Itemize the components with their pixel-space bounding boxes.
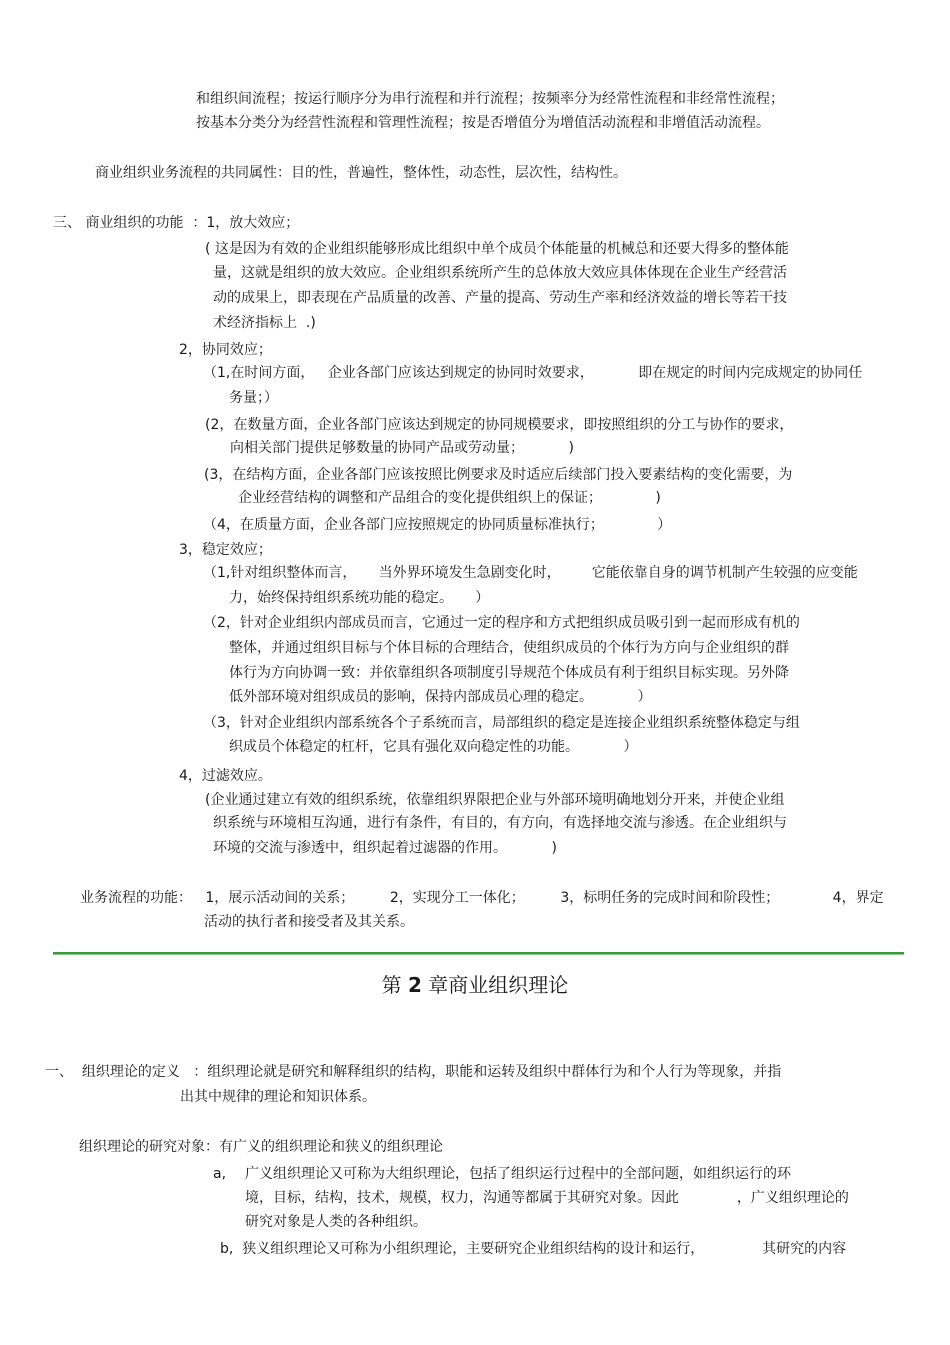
research-object-heading: 组织理论的研究对象：有广义的组织理论和狭义的组织理论 bbox=[79, 1139, 443, 1155]
common-attributes: 商业组织业务流程的共同属性：目的性，普遍性，整体性，动态性，层次性，结构性。 bbox=[95, 165, 627, 181]
chapter-prefix: 第 bbox=[381, 973, 409, 997]
stability-item-line: （3，针对企业组织内部系统各个子系统而言，局部组织的稳定是连接企业组织系统整体稳定与组 bbox=[203, 715, 800, 731]
synergy-item-line: (2，在数量方面，企业各部门应该达到规定的协同规模要求，即按照组织的分工与协作的要求， bbox=[205, 417, 794, 433]
stability-item-line: （2，针对企业组织内部成员而言，它通过一定的程序和方式把组织成员吸引到一起而形成有机的 bbox=[203, 615, 800, 631]
synergy-item-line: 务量；） bbox=[229, 390, 278, 406]
intro-line-1: 和组织间流程；按运行顺序分为串行流程和并行流程；按频率分为经常性流程和非经常性流程； bbox=[196, 91, 784, 107]
stability-item-line: 力，始终保持组织系统功能的稳定。 ） bbox=[229, 590, 490, 606]
section3-heading: 三、 商业组织的功能 ：1，放大效应； bbox=[53, 215, 300, 231]
stability-item-line: 整体，并通过组织目标与个体目标的合理结合，使组织成员的个体行为方向与企业组织的群 bbox=[229, 640, 789, 656]
chapter-number: 2 bbox=[408, 973, 422, 997]
research-b-line: b, 狭义组织理论又可称为小组织理论，主要研究企业组织结构的设计和运行， 其研究的内容 bbox=[220, 1241, 847, 1257]
research-a-line: 广义组织理论又可称为大组织理论，包括了组织运行过程中的全部问题，如组织运行的环 bbox=[245, 1166, 791, 1182]
chapter-suffix: 章商业组织理论 bbox=[421, 973, 569, 997]
amplify-desc-line: 量，这就是组织的放大效应。企业组织系统所产生的总体放大效应具体体现在企业生产经营活 bbox=[213, 265, 787, 281]
synergy-item-line: （4，在质量方面，企业各部门应按照规定的协同质量标准执行； ） bbox=[203, 517, 672, 533]
synergy-item-line: (3，在结构方面，企业各部门应该按照比例要求及时适应后续部门投入要素结构的变化需要，为 bbox=[204, 467, 793, 483]
definition-line-2: 出其中规律的理论和知识体系。 bbox=[180, 1089, 376, 1105]
amplify-desc-line: 术经济指标上 .) bbox=[213, 315, 316, 331]
amplify-desc-line: 动的成果上，即表现在产品质量的改善、产量的提高、劳动生产率和经济效益的增长等若干技 bbox=[213, 290, 787, 306]
business-process-line-2: 活动的执行者和接受者及其关系。 bbox=[204, 914, 414, 930]
stability-heading: 3，稳定效应； bbox=[179, 542, 272, 558]
filter-heading: 4，过滤效应。 bbox=[179, 768, 272, 784]
synergy-item-line: （1,在时间方面， 企业各部门应该达到规定的协同时效要求， 即在规定的时间内完成规定的协同任 bbox=[203, 365, 863, 381]
definition-line-1: 一、 组织理论的定义 ：组织理论就是研究和解释组织的结构，职能和运转及组织中群体行为和个人行为等现象，并指 bbox=[45, 1064, 782, 1080]
filter-item-line: 环境的交流与渗透中，组织起着过滤器的作用。 ) bbox=[213, 840, 557, 856]
filter-item-line: (企业通过建立有效的组织系统，依靠组织界限把企业与外部环境明确地划分开来，并使企业组 bbox=[205, 792, 785, 808]
synergy-heading: 2，协同效应； bbox=[179, 342, 272, 358]
stability-item-line: （1,针对组织整体而言， 当外界环境发生急剧变化时， 它能依靠自身的调节机制产生较强的应变能 bbox=[203, 565, 858, 581]
research-a-line: 境，目标，结构，技术，规模，权力，沟通等都属于其研究对象。因此 ，广义组织理论的 bbox=[245, 1190, 849, 1206]
research-a-line: 研究对象是人类的各种组织。 bbox=[245, 1214, 427, 1230]
amplify-desc-line: ( 这是因为有效的企业组织能够形成比组织中单个成员个体能量的机械总和还要大得多的整体能 bbox=[205, 241, 789, 257]
synergy-item-line: 企业经营结构的调整和产品组合的变化提供组织上的保证； ) bbox=[238, 490, 661, 506]
research-a-marker: a, bbox=[213, 1166, 227, 1182]
business-process-line-1: 业务流程的功能： 1，展示活动间的关系； 2，实现分工一体化； 3，标明任务的完成时间和阶段性； 4，界定 bbox=[80, 890, 884, 906]
stability-item-line: 低外部环境对组织成员的影响，保持内部成员心理的稳定。 ） bbox=[229, 689, 652, 705]
stability-item-line: 体行为方向协调一致：并依靠组织各项制度引导规范个体成员有利于组织目标实现。另外降 bbox=[229, 665, 789, 681]
section-divider bbox=[53, 952, 904, 955]
stability-item-line: 织成员个体稳定的杠杆，它具有强化双向稳定性的功能。 ） bbox=[229, 739, 638, 755]
intro-line-2: 按基本分类分为经营性流程和管理性流程；按是否增值分为增值活动流程和非增值活动流程。 bbox=[196, 115, 770, 131]
chapter-title bbox=[0, 972, 950, 998]
synergy-item-line: 向相关部门提供足够数量的协同产品或劳动量； ) bbox=[230, 440, 574, 456]
filter-item-line: 织系统与环境相互沟通，进行有条件，有目的，有方向，有选择地交流与渗透。在企业组织与 bbox=[213, 815, 787, 831]
